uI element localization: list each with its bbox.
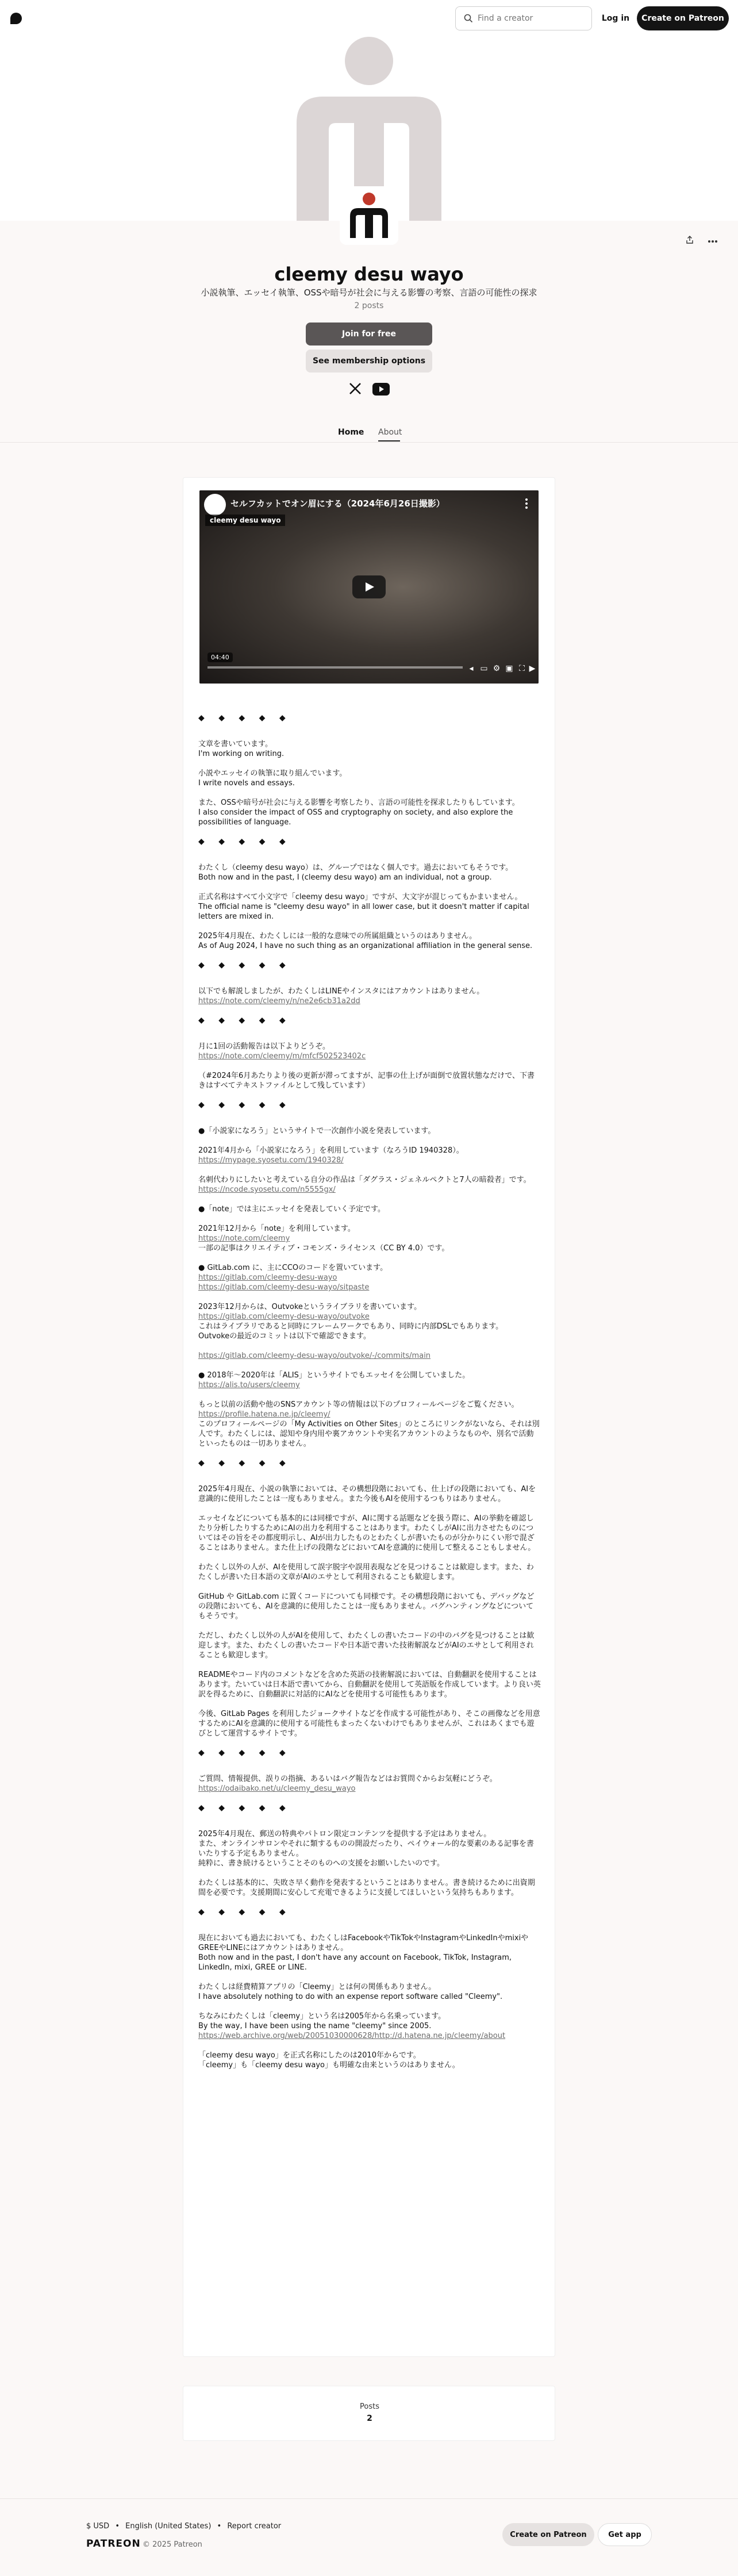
video-menu-icon[interactable]: [522, 497, 531, 511]
play-button-icon[interactable]: [352, 575, 386, 598]
about-paragraph: ● GitLab.com に、主にCCOのコードを置いています。 https://gitlab.com/cleemy-desu-wayo https://gitlab.com/cleemy-desu-wayo/sitpaste: [198, 1264, 388, 1292]
login-button[interactable]: Log in: [598, 6, 633, 30]
x-twitter-icon[interactable]: [348, 382, 362, 396]
about-link[interactable]: https://alis.to/users/cleemy: [198, 1381, 300, 1389]
about-paragraph: 正式名称はすべて小文字で「cleemy desu wayo」ですが、大文字が混じってもかまいません。 The official name is "cleemy desu wayo" in all lower case, but it doesn't matter if capital letters are mixed in.: [198, 893, 529, 921]
about-paragraph: ただし、わたくし以外の人がAIを使用して、わたくしの書いたコードの中のバグを見つけることは歓迎します。また、わたくしの書いたコードや日本語で書いた技術解説などがAIのエサとして利用されることも歓迎します。: [198, 1631, 535, 1660]
about-link[interactable]: https://gitlab.com/cleemy-desu-wayo/sitpaste: [198, 1283, 370, 1292]
about-paragraph: また、OSSや暗号が社会に与える影響を考察したり、言語の可能性を探求したりもしています。 I also consider the impact of OSS and cryptography on society, and also explore the possibilities of language.: [198, 798, 520, 827]
section-separator: ◆ ◆ ◆ ◆ ◆: [198, 1016, 291, 1025]
about-paragraph: 2021年4月から「小説家になろう」を利用しています（なろうID 1940328）。 https://mypage.syosetu.com/1940328/: [198, 1146, 464, 1165]
about-paragraph: ● 2018年〜2020年は「ALIS」というサイトでもエッセイを公開していました。 https://alis.to/users/cleemy: [198, 1371, 470, 1389]
about-paragraph: GitHub や GitLab.com に置くコードについても同様です。その構想段階においても、デバッグなどの段階においても、AIを意識的に使用したことは一度もありません。バグハンティングなどについてもそうです。: [198, 1592, 535, 1621]
section-separator: ◆ ◆ ◆ ◆ ◆: [198, 1748, 291, 1757]
video-title[interactable]: セルフカットでオン眉にする（2024年6月26日撮影）: [230, 498, 445, 509]
bullet: •: [115, 2522, 120, 2531]
about-paragraph: わたくしは経費精算アプリの「Cleemy」とは何の関係もありません。 I have absolutely nothing to do with an expense report software called "Cleemy".: [198, 1983, 503, 2001]
section-separator: ◆ ◆ ◆ ◆ ◆: [198, 837, 291, 846]
about-paragraph: 2025年4月現在、郵送の特典やパトロン限定コンテンツを提供する予定はありません。 また、オンラインサロンやそれに類するものの開設だったり、ペイウォール的な要素のある記事を書いたりする予定もありません。 純粋に、書き続けるということそのものへの支援をお願いしたいのです。: [198, 1830, 534, 1868]
posts-number: 2: [367, 2414, 372, 2423]
youtube-logo-icon[interactable]: ▶: [526, 662, 539, 674]
about-link[interactable]: https://note.com/cleemy/m/mfcf502523402c: [198, 1052, 366, 1061]
about-paragraph: 小説やエッセイの執筆に取り組んでいます。 I write novels and essays.: [198, 769, 347, 788]
search-input[interactable]: [478, 11, 587, 25]
creator-avatar: [340, 186, 398, 245]
tab-home[interactable]: Home: [338, 428, 364, 437]
about-paragraph: ちなみにわたくしは「cleemy」という名は2005年から名乗っています。 By the way, I have been using the name "cleemy" since 2005. https://web.archive.org/web/20051030000628/http://d.hatena.ne.jp/cleemy/about: [198, 2012, 506, 2040]
about-paragraph: わたくし（cleemy desu wayo）は、グループではなく個人です。過去においてもそうです。 Both now and in the past, I (cleemy desu wayo) am an individual, not a group.: [198, 863, 513, 882]
section-separator: ◆ ◆ ◆ ◆ ◆: [198, 1458, 291, 1468]
about-paragraph: もっと以前の活動や他のSNSアカウント等の情報は以下のプロフィールページをご覧ください。 https://profile.hatena.ne.jp/cleemy/ このプロフィールページの「My Activities on Other Sites」のところにリンクがないなら、それは別人です。わたくしには、認知や身内用や裏アカウントや実名アカウントのようなものや、別名で活動といったものは一切ありません。: [198, 1400, 540, 1448]
about-paragraph: わたくしは基本的に、失敗さ早く動作を発表するということはありません。書き続けるために出資期間を必要です。支援期間に安心して充電できるように支援してほしいという気持ちもあります。: [198, 1879, 535, 1897]
section-separator: ◆ ◆ ◆ ◆ ◆: [198, 1803, 291, 1813]
section-separator: ◆ ◆ ◆ ◆ ◆: [198, 713, 291, 723]
about-link[interactable]: https://mypage.syosetu.com/1940328/: [198, 1156, 344, 1165]
video-progress-bar[interactable]: [207, 666, 463, 669]
about-paragraph: 以下でも解説しましたが、わたくしはLINEやインスタにはアカウントはありません。 https://note.com/cleemy/n/ne2e6cb31a2dd: [198, 987, 485, 1005]
bullet: •: [217, 2522, 222, 2531]
video-timestamp: 04:40: [207, 652, 233, 662]
posts-card[interactable]: [183, 2386, 555, 2441]
footer-links: [86, 2522, 285, 2531]
about-link[interactable]: https://note.com/cleemy: [198, 1234, 290, 1243]
about-text: [198, 713, 541, 2080]
language-selector[interactable]: English (United States): [125, 2522, 212, 2531]
video-channel-name: cleemy desu wayo: [205, 515, 285, 526]
about-paragraph: 2023年12月からは、Outvokeというライブラリを書いています。 https://gitlab.com/cleemy-desu-wayo/outvoke これはライブラリであると同時にフレームワークでもあり、同時に内部DSLでもあります。 Outvokeの最近のコミットは以下で確認できます。: [198, 1303, 503, 1341]
active-tab-indicator: [378, 440, 400, 442]
about-paragraph: READMEやコード内のコメントなどを含めた英語の技術解説においては、自動翻訳を使用することはあります。たいていは日本語で書いてから、自動翻訳を使用して英語版を作成しています。より良い英訳を得るために、自動翻訳に対話的にAIなどを使用する可能性もあります。: [198, 1671, 541, 1699]
about-paragraph: ●「小説家になろう」というサイトで一次創作小説を発表しています。: [198, 1127, 436, 1135]
about-paragraph: 「cleemy desu wayo」を正式名称にしたのは2010年からです。 「cleemy」も「cleemy desu wayo」も明確な由来というのはありません。: [198, 2051, 460, 2070]
create-on-patreon-button[interactable]: Create on Patreon: [637, 6, 729, 30]
settings-icon[interactable]: ⚙: [490, 662, 503, 674]
footer-create-on-patreon-button[interactable]: Create on Patreon: [502, 2523, 594, 2546]
about-paragraph: [198, 1351, 541, 1361]
about-card: [183, 477, 555, 2357]
about-paragraph: 文章を書いています。 I'm working on writing.: [198, 740, 285, 758]
get-app-button[interactable]: Get app: [598, 2523, 652, 2546]
footer: [0, 2498, 738, 2576]
channel-avatar[interactable]: [204, 494, 226, 516]
share-icon[interactable]: [683, 233, 697, 247]
posts-count: 2 posts: [354, 301, 384, 310]
section-separator: ◆ ◆ ◆ ◆ ◆: [198, 1907, 291, 1917]
about-link[interactable]: https://web.archive.org/web/20051030000628/http://d.hatena.ne.jp/cleemy/about: [198, 2032, 506, 2040]
footer-patreon-wordmark[interactable]: PATREON: [86, 2538, 141, 2550]
join-for-free-button[interactable]: Join for free: [306, 323, 432, 345]
about-link[interactable]: https://ncode.syosetu.com/n5555gx/: [198, 1185, 336, 1194]
about-paragraph: 名刺代わりにしたいと考えている自分の作品は「ダグラス・ジェネルペクトと7人の暗殺者」です。 https://ncode.syosetu.com/n5555gx/: [198, 1176, 531, 1194]
creator-tagline: 小説執筆、エッセイ執筆、OSSや暗号が社会に与える影響の考察、言語の可能性の探求: [201, 287, 537, 298]
about-link[interactable]: https://odaibako.net/u/cleemy_desu_wayo: [198, 1784, 356, 1793]
about-paragraph: 現在においても過去においても、わたくしはFacebookやTikTokやInstagramやLinkedInやmixiやGREEやLINEにはアカウントはありません。 Both now and in the past, I don't have any account on Facebook, TikTok, Instagram, LinkedIn, mixi, GREE or LINE.: [198, 1934, 529, 1972]
currency-selector[interactable]: $ USD: [86, 2522, 110, 2531]
more-options-icon[interactable]: [705, 233, 721, 247]
tab-about[interactable]: About: [378, 428, 402, 437]
search-box[interactable]: [455, 6, 592, 30]
volume-icon[interactable]: ◂: [465, 662, 478, 674]
about-paragraph: エッセイなどについても基本的には同様ですが、AIに関する話題などを扱う際に、AIの挙動を確認したり分析したりするためにAIの出力を利用することはあります。わたくしがAIに出力させたものについてはその旨をその都度明示し、AIが出力したものとわたくしが書いたものが分かりにくい形で混ざることはありません。また仕上げの段階などにおいてAIを意識的に使用して整えることもしません。: [198, 1514, 536, 1552]
section-separator: ◆ ◆ ◆ ◆ ◆: [198, 961, 291, 970]
about-link[interactable]: https://gitlab.com/cleemy-desu-wayo/outvoke/-/commits/main: [198, 1352, 431, 1360]
about-paragraph: ご質問、情報提供、誤りの指摘、あるいはバグ報告などはお質問ぐからお気軽にどうぞ。 https://odaibako.net/u/cleemy_desu_wayo: [198, 1775, 497, 1793]
captions-icon[interactable]: ▭: [478, 662, 490, 674]
about-link[interactable]: https://gitlab.com/cleemy-desu-wayo: [198, 1273, 337, 1282]
creator-name: cleemy desu wayo: [274, 263, 464, 285]
about-link[interactable]: https://note.com/cleemy/n/ne2e6cb31a2dd: [198, 997, 360, 1005]
about-paragraph: （#2024年6月あたりより後の更新が滞ってますが、記事の仕上げが面倒で放置状態なだけで、下書きはすべてテキストファイルとして残しています）: [198, 1072, 535, 1090]
section-separator: ◆ ◆ ◆ ◆ ◆: [198, 1100, 291, 1110]
report-creator-link[interactable]: Report creator: [227, 2522, 282, 2531]
search-icon: [464, 14, 473, 23]
about-link[interactable]: https://profile.hatena.ne.jp/cleemy/: [198, 1410, 330, 1419]
about-link[interactable]: https://gitlab.com/cleemy-desu-wayo/outvoke: [198, 1312, 370, 1321]
about-paragraph: 2021年12月から「note」を利用しています。 https://note.com/cleemy 一部の記事はクリエイティブ・コモンズ・ライセンス（CC BY 4.0）です。: [198, 1224, 449, 1253]
posts-label: Posts: [360, 2402, 379, 2411]
fullscreen-icon[interactable]: ⛶: [516, 662, 528, 674]
about-paragraph: 2025年4月現在、わたくしには一般的な意味での所属組織というのはありません。 As of Aug 2024, I have no such thing as an organizational affiliation in the general sense.: [198, 932, 533, 950]
about-paragraph: 2025年4月現在、小説の執筆においては、その構想段階においても、仕上げの段階においても、AIを意識的に使用したことは一度もありません。また今後もAIを使用するつもりはありません。: [198, 1485, 536, 1503]
profile-tabs: [0, 428, 738, 440]
about-paragraph: 月に1回の活動報告は以下よりどうぞ。 https://note.com/cleemy/m/mfcf502523402c: [198, 1042, 366, 1061]
about-paragraph: ●「note」では主にエッセイを発表していく予定です。: [198, 1205, 385, 1214]
top-bar: [0, 0, 738, 37]
membership-options-button[interactable]: See membership options: [306, 350, 432, 373]
about-paragraph: わたくし以外の人が、AIを使用して誤字脱字や誤用表現などを見つけることは歓迎します。また、わたくしが書いた日本語の文章がAIのエサとして利用されることも歓迎します。: [198, 1563, 534, 1581]
miniplayer-icon[interactable]: ▣: [503, 662, 516, 674]
patreon-logo-icon[interactable]: [10, 13, 22, 24]
youtube-icon[interactable]: [372, 383, 390, 396]
about-paragraph: 今後、GitLab Pages を利用したジョークサイトなどを作成する可能性があり、そこの画像などを用意するためにAIを意識的に使用する可能性もまったくないわけでもありませんが、これはあくまでも遊びとして運営するサイトです。: [198, 1710, 540, 1738]
footer-copyright: © 2025 Patreon: [143, 2540, 202, 2549]
video-embed[interactable]: [199, 490, 539, 684]
divider: [0, 442, 738, 443]
